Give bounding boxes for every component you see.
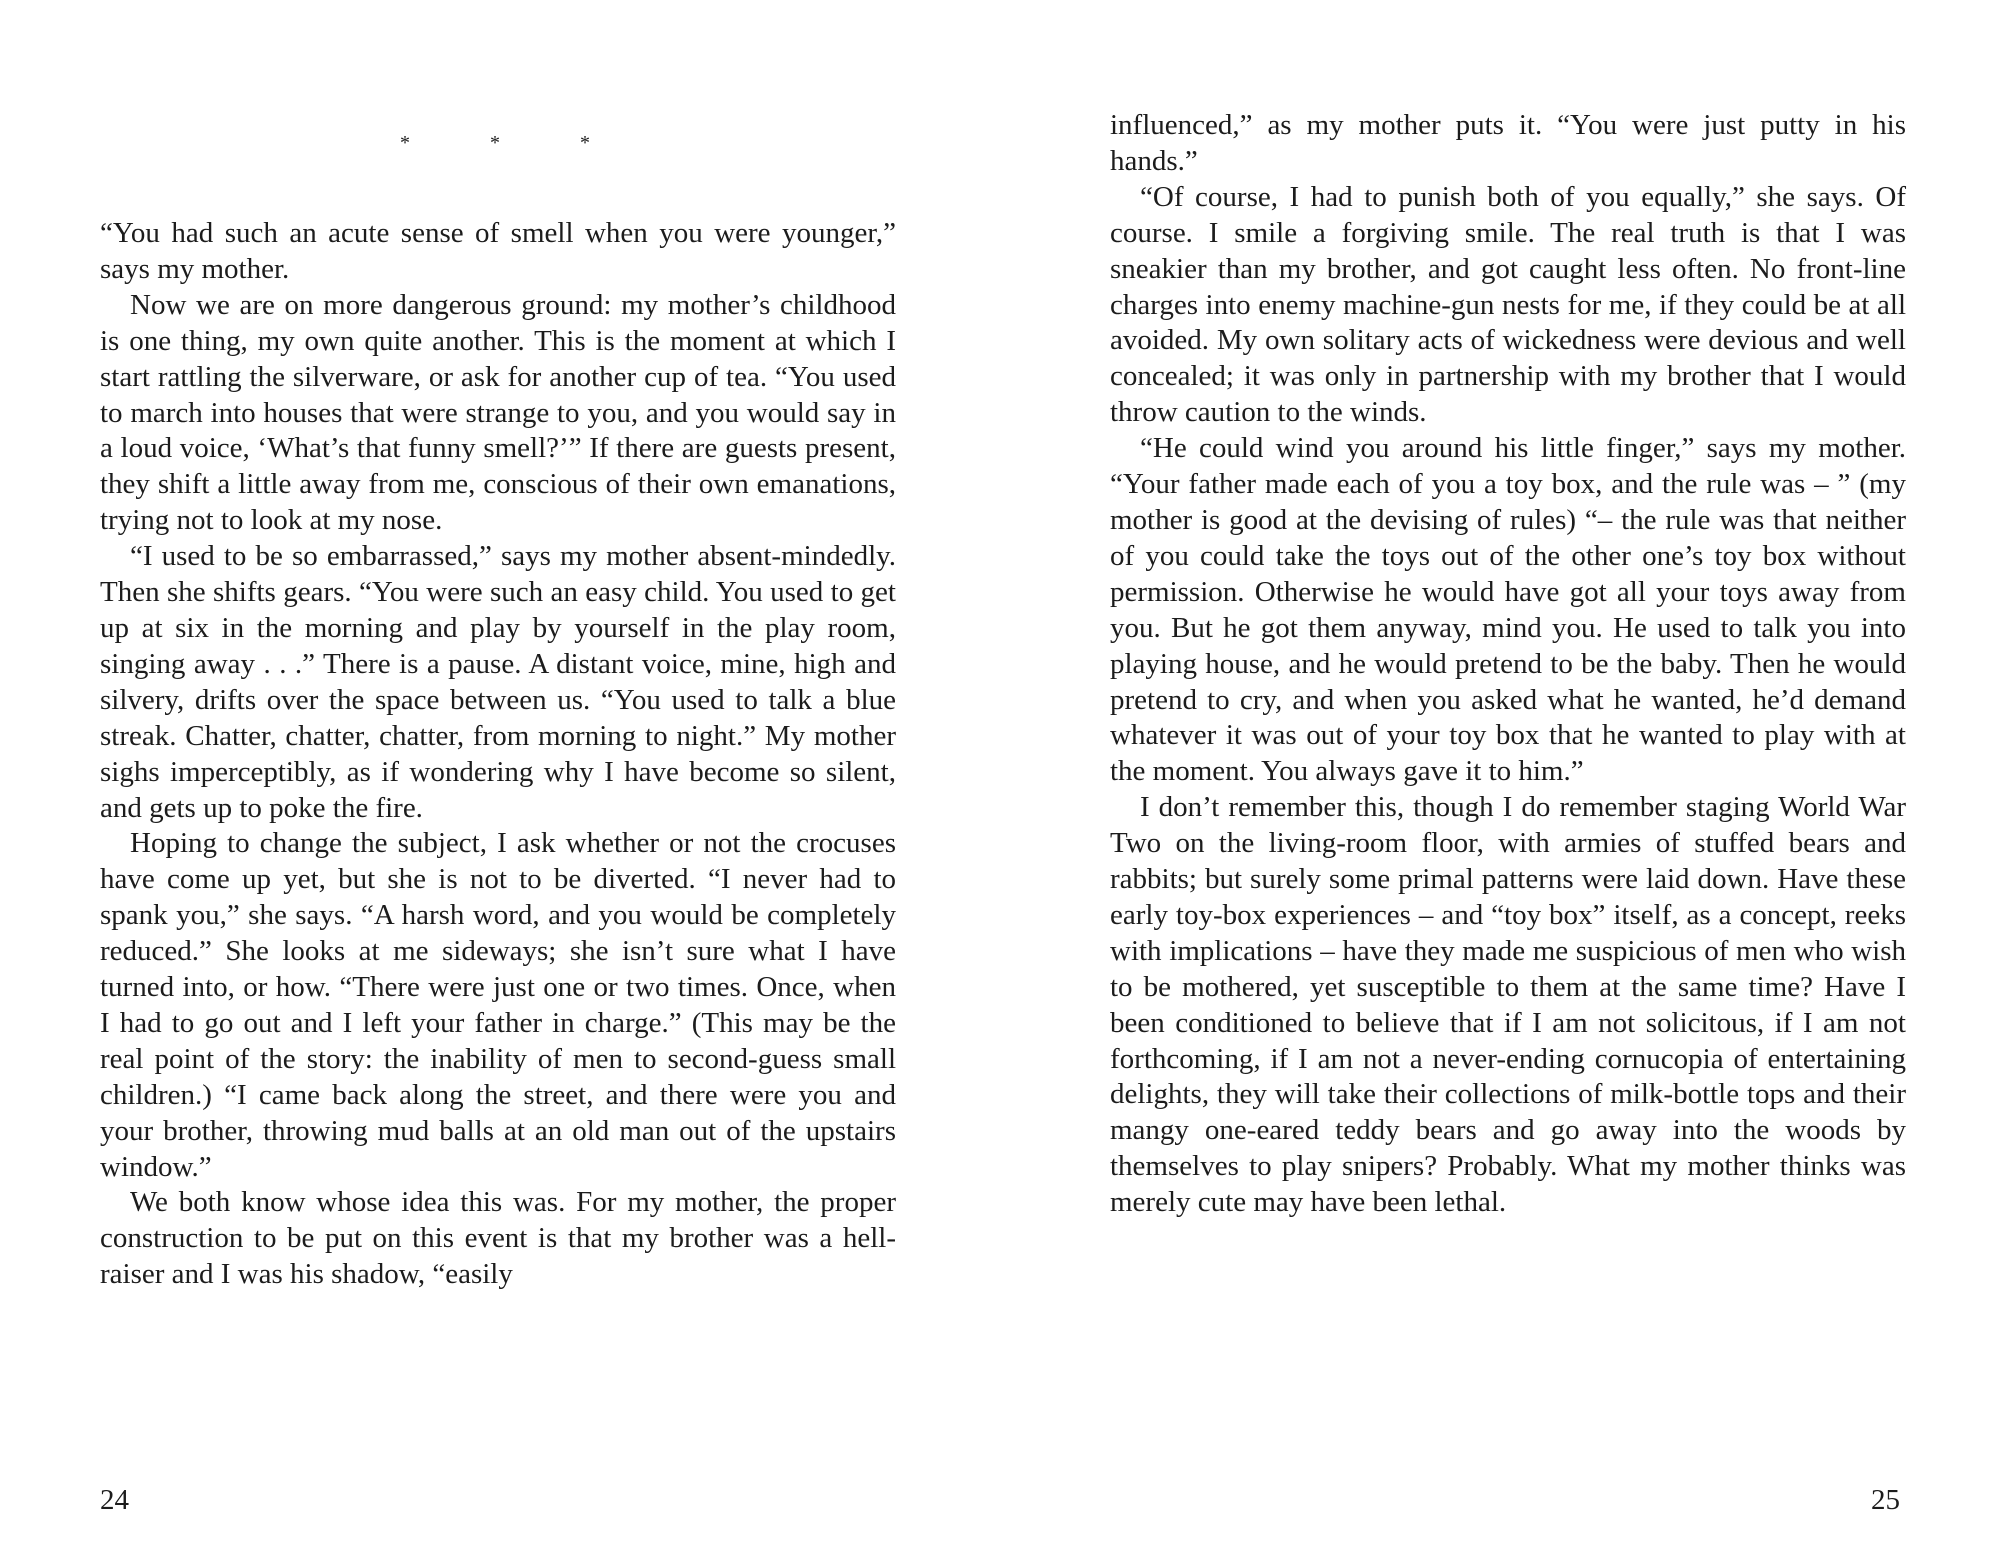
- paragraph: “You had such an acute sense of smell when you were younger,” says my mother.: [100, 217, 896, 285]
- right-page: [1000, 0, 2000, 1567]
- paragraph: “Of course, I had to punish both of you equally,” she says. Of course. I smile a forgiving smile. The real truth is that I was sneakier than my brother, and got caught less often. No front-line charges into enemy machine-gun nests for me, if they could be at all avoided. My own solitary acts of wickedness were devious and well concealed; it was only in partnership with my brother that I would throw caution to the winds.: [1110, 180, 1906, 429]
- ornament-star: *: [490, 132, 500, 154]
- left-text-column: [100, 216, 896, 1293]
- paragraph: We both know whose idea this was. For my mother, the proper construction to be put on this event is that my brother was a hell-raiser and I was his shadow, “easily: [100, 1186, 896, 1291]
- paragraph: “I used to be so embarrassed,” says my mother absent-mindedly. Then she shifts gears. “You were such an easy child. You used to get up at six in the morning and play by yourself in the play room, singing away . . .” There is a pause. A distant voice, mine, high and silvery, drifts over the space between us. “You used to talk a blue streak. Chatter, chatter, chatter, from morning to night.” My mother sighs imperceptibly, as if wondering why I have become so silent, and gets up to poke the fire.: [100, 540, 896, 824]
- paragraph: Now we are on more dangerous ground: my mother’s childhood is one thing, my own quite another. This is the moment at which I start rattling the silverware, or ask for another cup of tea. “You used to march into houses that were strange to you, and you would say in a loud voice, ‘What’s that funny smell?’” If there are guests present, they shift a little away from me, conscious of their own emanations, trying not to look at my nose.: [100, 288, 896, 537]
- right-text-column: [1110, 108, 1906, 1221]
- section-break-ornament: [395, 132, 595, 155]
- paragraph: I don’t remember this, though I do remember staging World War Two on the living-room floor, with armies of stuffed bears and rabbits; but surely some primal patterns were laid down. Have these early toy-box experiences – and “toy box” itself, as a concept, reeks with implications – have they made me suspicious of men who wish to be mothered, yet susceptible to them at the same time? Have I been conditioned to believe that if I am not solicitous, if I am not forthcoming, if I am not a never-ending cornucopia of entertaining delights, they will take their collections of milk-bottle tops and their mangy one-eared teddy bears and go away into the woods by themselves to play snipers? Probably. What my mother thinks was merely cute may have been lethal.: [1110, 791, 1906, 1219]
- ornament-star: *: [400, 132, 410, 154]
- paragraph: influenced,” as my mother puts it. “You were just putty in his hands.”: [1110, 109, 1906, 177]
- page-number: 24: [100, 1484, 129, 1516]
- ornament-star: *: [580, 132, 590, 154]
- paragraph: “He could wind you around his little finger,” says my mother. “Your father made each of you a toy box, and the rule was – ” (my mother is good at the devising of rules) “– the rule was that neither of you could take the toys out of the other one’s toy box without permission. Otherwise he would have got all your toys away from you. But he got them anyway, mind you. He used to talk you into playing house, and he would pretend to be the baby. Then he would pretend to cry, and when you asked what he wanted, he’d demand whatever it was out of your toy box that he wanted to play with at the moment. You always gave it to him.”: [1110, 432, 1906, 788]
- page-number: 25: [1871, 1484, 1900, 1516]
- paragraph: Hoping to change the subject, I ask whether or not the crocuses have come up yet, but she is not to be diverted. “I never had to spank you,” she says. “A harsh word, and you would be completely reduced.” She looks at me sideways; she isn’t sure what I have turned into, or how. “There were just one or two times. Once, when I had to go out and I left your father in charge.” (This may be the real point of the story: the inability of men to second-guess small children.) “I came back along the street, and there were you and your brother, throwing mud balls at an old man out of the upstairs window.”: [100, 827, 896, 1183]
